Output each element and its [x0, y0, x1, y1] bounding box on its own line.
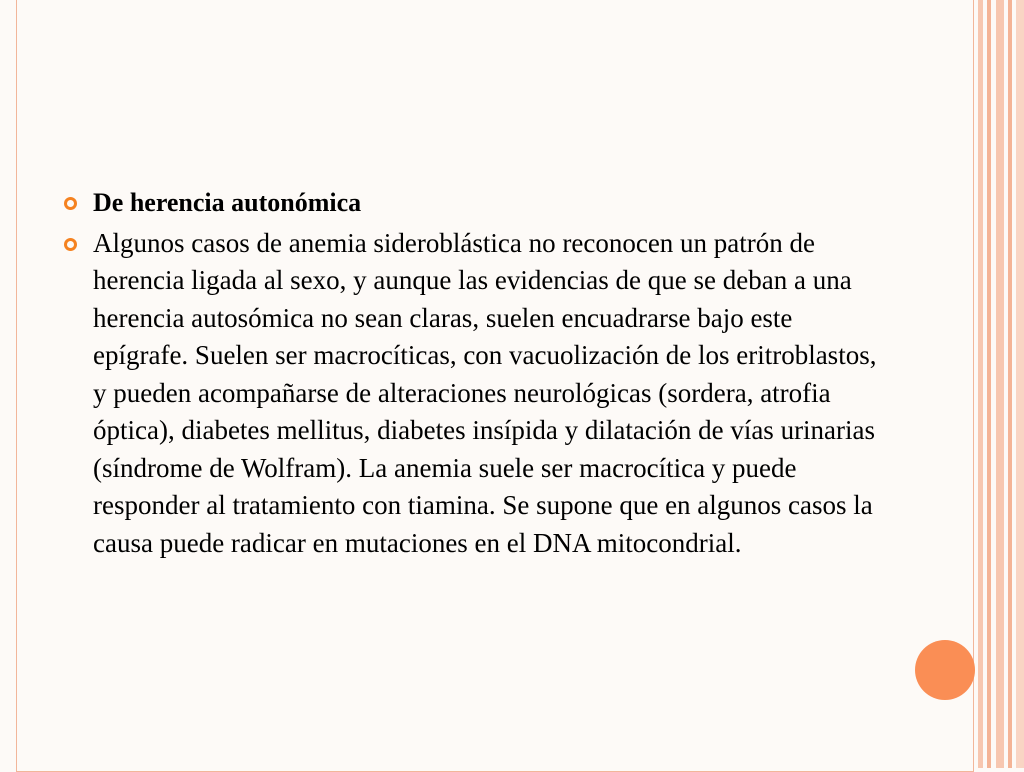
- decorative-stripe: [1016, 0, 1024, 768]
- slide-heading: De herencia autonómica: [93, 188, 362, 217]
- decorative-stripe: [978, 0, 983, 768]
- bullet-circle-icon: [64, 238, 77, 251]
- bullet-item-body: [60, 225, 890, 563]
- decorative-stripe: [987, 0, 991, 768]
- slide-content: [60, 184, 890, 562]
- decorative-circle: [915, 640, 975, 700]
- decorative-stripe: [996, 0, 1004, 768]
- bullet-circle-icon: [64, 197, 77, 210]
- slide-body-text: Algunos casos de anemia sideroblástica no reconocen un patrón de herencia ligada al sexo, y aunque las evidencias de que se deban a una herencia autosómica no sean claras, suelen encuadrarse bajo este epígrafe. Suelen ser macrocíticas, con vacuolización de los eritroblastos, y pueden acompañarse de alteraciones neurológicas (sordera, atrofia óptica), diabetes mellitus, diabetes insípida y dilatación de vías urinarias (síndrome de Wolfram). La anemia suele ser macrocítica y puede responder al tratamiento con tiamina. Se supone que en algunos casos la causa puede radicar en mutaciones en el DNA mitocondrial.: [93, 227, 877, 558]
- decorative-stripe: [1008, 0, 1012, 768]
- bullet-item-heading: [60, 184, 890, 222]
